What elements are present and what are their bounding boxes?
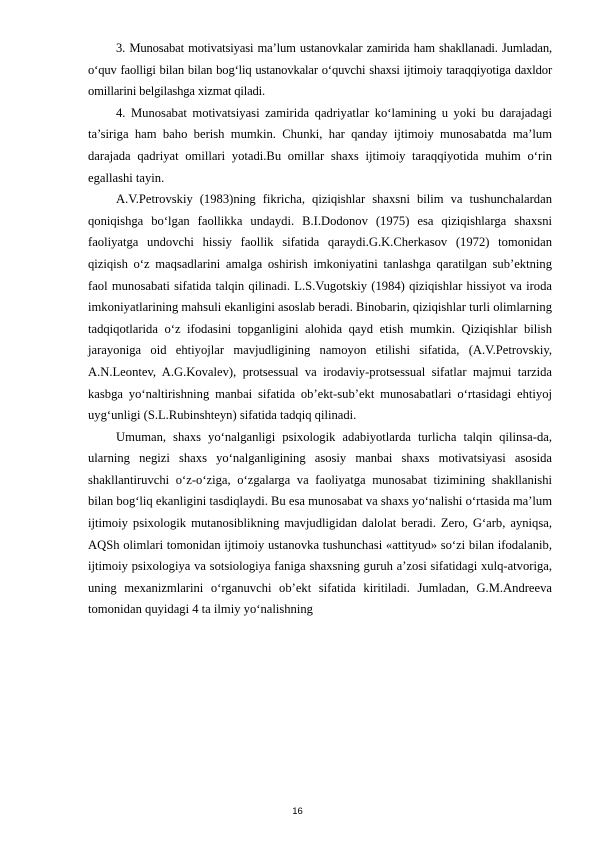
page-body [88, 38, 552, 621]
paragraph-interests-theories: A.V.Petrovskiy (1983)ning fikricha, qiziqishlar shaxsni bilim va tushunchalardan qoniqishga bo‘lgan faollikka undaydi. B.I.Dodonov (1975) esa qiziqishlarga shaxsni faoliyatga undovchi hissiy faollik sifatida qaraydi.G.K.Cherkasov (1972) tomonidan qiziqish o‘z maqsadlarini amalga oshirish imkoniyatini tanlashga qaratilgan sub’ektning faol munosabati sifatida talqin qilinadi. L.S.Vugotskiy (1984) qiziqishlar hissiyot va iroda imkoniyatlarining mahsuli ekanligini asoslab beradi. Binobarin, qiziqishlar turli olimlarning tadqiqotlarida o‘z ifodasini topganligini alohida qayd etish mumkin. Qiziqishlar bilish jarayoniga oid ehtiyojlar mavjudligining namoyon etilishi sifatida, (A.V.Petrovskiy, A.N.Leontev, A.G.Kovalev), protsessual va irodaviy-protsessual sifatlar majmui tarzida kasbga yo‘naltirishning manbai sifatida ob’ekt-sub’ekt munosabatlari o‘rtasidagi ehtiyoj uyg‘unligi (S.L.Rubinshteyn) sifatida tadqiq qilinadi. [88, 192, 552, 423]
page-number: 16 [292, 806, 303, 817]
paragraph-motivation-values: 4. Munosabat motivatsiyasi zamirida qadriyatlar ko‘lamining u yoki bu darajadagi ta’siriga ham baho berish mumkin. Chunki, har qanday ijtimoiy munosabatda ma’lum darajada qadriyat omillari yotadi.Bu omillar shaxs ijtimoiy taraqqiyotida muhim o‘rin egallashi tayin. [88, 105, 552, 185]
paragraph-personality-orientation: Umuman, shaxs yo‘nalganligi psixologik adabiyotlarda turlicha talqin qilinsa-da, ularning negizi shaxs yo‘nalganligining asosiy manbai shaxs motivatsiyasi asosida shakllantiruvchi o‘z-o‘ziga, o‘zgalarga va faoliyatga munosabat tizimining shakllanishi bilan bog‘liq ekanligini tasdiqlaydi. Bu esa munosabat va shaxs yo‘nalishi o‘rtasida ma’lum ijtimoiy psixologik mutanosiblikning mavjudligidan dalolat beradi. Zero, G‘arb, ayniqsa, AQSh olimlari tomonidan ijtimoiy ustanovka tushunchasi «attityud» so‘zi bilan ifodalanib, ijtimoiy psixologiya va sotsiologiya faniga shaxsning guruh a’zosi sifatidagi xulq-atvoriga, uning mexanizmlarini o‘rganuvchi ob’ekt sifatida kiritiladi. Jumladan, G.M.Andreeva tomonidan quyidagi 4 ta ilmiy yo‘nalishning [88, 429, 552, 617]
paragraph-motivation-ustanovka: 3. Munosabat motivatsiyasi ma’lum ustanovkalar zamirida ham shakllanadi. Jumladan, o‘quv faolligi bilan bilan bog‘liq ustanovkalar o‘quvchi shaxsi ijtimoiy taraqqiyotiga daxldor omillarini belgilashga xizmat qiladi. [88, 41, 552, 99]
